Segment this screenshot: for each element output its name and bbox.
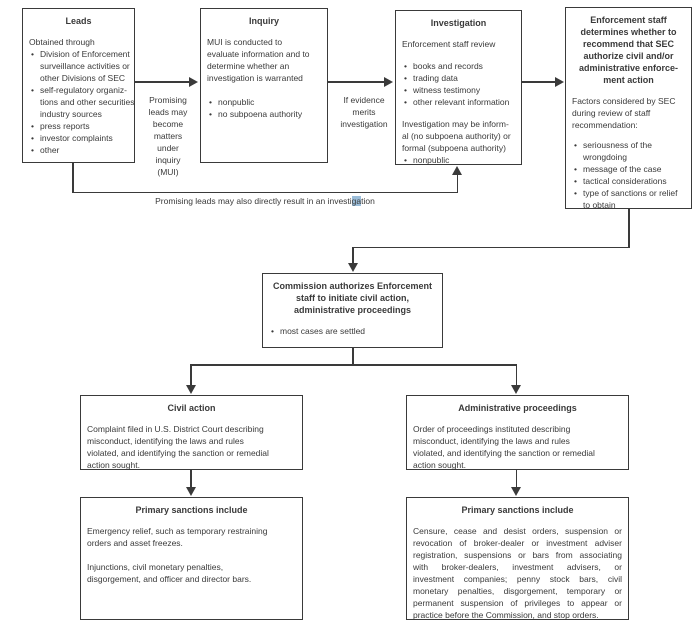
body-line: Investigation may be inform- [402,119,509,129]
connector-direct-segment [457,174,459,193]
title-line: staff to initiate civil action, [295,293,410,303]
bullet-line: • seriousness of the [583,140,652,150]
body-line: misconduct, identifying the laws and rules [87,436,244,446]
investigation-box [395,10,522,165]
connector-commission-split-segment [190,364,517,366]
spacer [87,549,296,561]
body-line: registration, suspensions or bars from associating [413,550,622,560]
bullet-item [402,60,515,72]
bullet-line: • nonpublic [413,155,450,165]
bullet-item [572,187,685,211]
text-selection-highlight: ga [351,196,362,206]
connector-direct-segment [72,192,458,194]
bullet-item [402,72,515,84]
bullet-line: • Division of Enforcement [40,49,130,59]
bullet-line: wrongdoing [583,152,627,162]
connector-civil-sanctions-line [190,470,192,488]
title-line: authorize civil and/or [583,51,674,61]
arrowhead-down-icon [186,487,196,496]
bullet-line: • other relevant information [413,97,510,107]
bullet-line: • most cases are settled [280,326,366,336]
connector-commission-split-segment [352,348,354,365]
title-line: Commission authorizes Enforcement [272,281,433,291]
bullet-line: • trading data [413,73,458,83]
label-line: inquiry [155,155,181,165]
bullet-item [29,132,128,144]
body-line: misconduct, identifying the laws and rules [413,436,570,446]
leads-title: Leads [65,16,92,26]
investigation-title: Investigation [430,18,487,28]
bullet-item [572,175,685,187]
label-line: (MUI) [157,167,179,177]
body-line: MUI is conducted to [207,37,283,47]
bullet-line: • press reports [40,121,90,131]
bullet-line: • no subpoena authority [218,109,303,119]
bullet-item [29,144,128,156]
label-line: leads may [148,107,188,117]
body-line: Factors considered by SEC [572,96,676,106]
bullet-line: • nonpublic [218,97,255,107]
bullet-line: to obtain [583,200,616,210]
connector-admin-sanctions-line [516,470,518,488]
label-line: Promising [149,95,187,105]
bullet-item [29,84,135,120]
body-line: violated, and identifying the sanction or remedial [87,448,269,458]
spacer [402,108,515,118]
body-line: Complaint filed in U.S. District Court describing [87,424,264,434]
body-line: disgorgement, and officer and director bars. [87,574,252,584]
body-line: investigation is warranted [207,73,303,83]
bullet-item [402,96,515,108]
bullet-item [402,84,515,96]
body-line: Injunctions, civil monetary penalties, [87,562,224,572]
bullet-line: industry sources [40,109,102,119]
connector-split-civil-segment [190,364,192,386]
body-line: determine whether an [207,61,290,71]
connector-inquiry-investigation-line [328,81,384,83]
arrowhead-right-icon [189,77,198,87]
body-line: Censure, cease and desist orders, suspension or [413,526,622,536]
bullet-item [29,120,128,132]
title-line: Enforcement staff [590,15,667,25]
bullet-item [207,108,321,120]
bullet-item [402,154,515,166]
bullet-item [207,96,321,108]
body-line: permanent suspension of privileges to appear or [413,598,622,608]
bullet-item [572,139,685,163]
leads-box [22,8,135,163]
body-line: action sought. [87,460,140,470]
body-line: action sought. [413,460,466,470]
bullet-line: • type of sanctions or relief [583,188,678,198]
leads-intro: Obtained through [29,37,95,47]
label-line: investigation [340,119,388,129]
body-line: practice before the Commission, and stop orders. [413,610,599,620]
administrative-proceedings-title: Administrative proceedings [458,403,577,413]
label-line: matters [153,131,183,141]
civil-action-box [80,395,303,470]
bullet-item [572,163,685,175]
label-text: tion [361,196,375,206]
administrative-sanctions-title: Primary sanctions include [461,505,574,515]
body-line: violated, and identifying the sanction or remedial [413,448,595,458]
body-line: evaluate information and to [207,49,310,59]
body-line: revocation of broker-dealer or investment adviser [413,538,622,548]
arrowhead-right-icon [555,77,564,87]
connector-split-admin-segment [516,364,518,386]
spacer [572,131,685,139]
arrowhead-down-icon [511,487,521,496]
bullet-line: • self-regulatory organiz- [40,85,127,95]
bullet-item [29,48,128,84]
administrative-sanctions-box [406,497,629,620]
bullet-line: • other [40,145,60,155]
bullet-line: • tactical considerations [583,176,667,186]
bullet-line: • message of the case [583,164,662,174]
arrowhead-down-icon [348,263,358,272]
connector-leads-inquiry-line [135,81,189,83]
label-line: merits [352,107,376,117]
title-line: recommend that SEC [582,39,675,49]
body-line: Emergency relief, such as temporary restraining [87,526,268,536]
commission-title [269,280,436,316]
connector-investigation-enforcement-line [522,81,555,83]
body-line: investment companies; penny stock bars, civil [413,574,622,584]
commission-box [262,273,443,348]
label-line: become [152,119,184,129]
body-line: during review of staff [572,108,651,118]
administrative-proceedings-box [406,395,629,470]
arrowhead-up-icon [452,166,462,175]
bullet-line: surveillance activities or [40,61,130,71]
bullet-line: • witness testimony [413,85,481,95]
connector-direct-segment [72,163,74,193]
title-line: ment action [603,75,654,85]
connector-enforcement-commission-segment [352,247,354,264]
body-line: al (no subpoena authority) or [402,131,511,141]
label-inquiry-to-investigation [332,94,396,130]
label-line: under [157,143,179,153]
bullet-line: tions and other securities [40,97,135,107]
label-leads-to-inquiry [139,94,197,178]
connector-enforcement-commission-segment [628,209,630,248]
arrowhead-down-icon [186,385,196,394]
inquiry-box [200,8,328,163]
title-line: administrative proceedings [293,305,412,315]
arrowhead-down-icon [511,385,521,394]
body-line: Order of proceedings instituted describing [413,424,571,434]
label-line: If evidence [343,95,385,105]
bullet-item [269,325,436,337]
title-line: determines whether to [580,27,677,37]
body-line: orders and asset freezes. [87,538,183,548]
body-line: recommendation: [572,120,638,130]
bullet-line: • books and records [413,61,483,71]
inquiry-title: Inquiry [248,16,279,26]
bullet-line: • investor complaints [40,133,113,143]
label-text: Promising leads may also directly result in an investi [155,196,352,206]
label-direct-investigation [100,195,430,207]
spacer [207,84,321,96]
body-line: formal (subpoena authority) [402,143,506,153]
civil-sanctions-title: Primary sanctions include [135,505,248,515]
arrowhead-right-icon [384,77,393,87]
body-line: Enforcement staff review [402,39,496,49]
bullet-line: other Divisions of SEC [40,73,126,83]
civil-sanctions-box [80,497,303,620]
connector-enforcement-commission-segment [352,247,629,249]
body-line: monetary penalties, disgorgement, temporary or [413,586,622,596]
enforcement-box [565,7,692,209]
body-line: with broker-dealers, investment advisers, or [413,562,622,572]
enforcement-title [572,14,685,86]
spacer [402,50,515,60]
title-line: administrative enforce- [578,63,679,73]
civil-action-title: Civil action [167,403,216,413]
